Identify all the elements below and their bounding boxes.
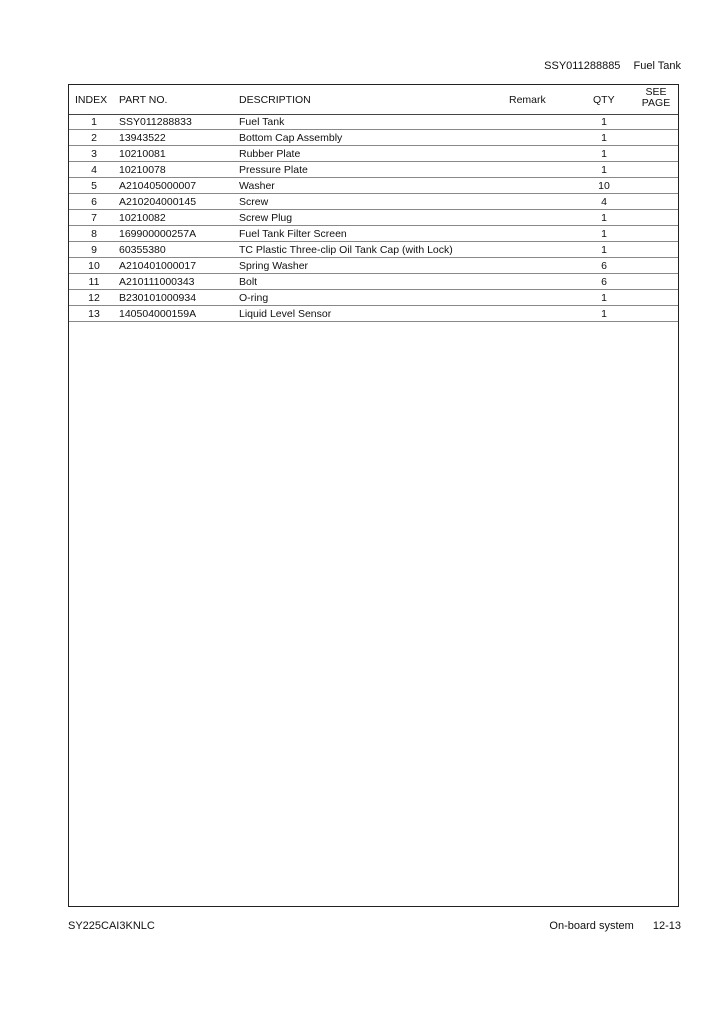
table-row <box>69 226 678 242</box>
table-row <box>69 162 678 178</box>
row-description: Spring Washer <box>239 260 309 272</box>
row-description: Washer <box>239 180 275 192</box>
row-qty: 6 <box>601 276 607 288</box>
row-qty: 1 <box>601 228 607 240</box>
footer-page-number: 12-13 <box>652 920 681 932</box>
row-qty: 1 <box>601 308 607 320</box>
parts-table-frame <box>68 84 679 907</box>
row-part-no: 13943522 <box>119 132 166 144</box>
row-index: 8 <box>91 228 97 240</box>
row-part-no: A210405000007 <box>119 180 197 192</box>
row-index: 4 <box>91 164 97 176</box>
row-description: Pressure Plate <box>239 164 308 176</box>
row-index: 11 <box>88 276 100 288</box>
row-part-no: 60355380 <box>119 244 166 256</box>
row-qty: 1 <box>601 116 607 128</box>
table-row <box>69 306 678 322</box>
row-part-no: A210111000343 <box>119 276 195 288</box>
row-qty: 1 <box>601 212 607 224</box>
col-description-header: DESCRIPTION <box>239 94 311 106</box>
row-part-no: 10210078 <box>119 164 166 176</box>
table-row <box>69 274 678 290</box>
table-row <box>69 178 678 194</box>
table-row <box>69 210 678 226</box>
row-part-no: SSY011288833 <box>119 116 192 128</box>
doc-title: Fuel Tank <box>633 60 681 72</box>
col-see-page-header <box>631 87 681 109</box>
row-index: 6 <box>91 196 97 208</box>
row-qty: 4 <box>601 196 607 208</box>
footer-section: On-board system <box>549 920 634 932</box>
row-part-no: 169900000257A <box>119 228 197 240</box>
doc-number: SSY011288885 <box>544 60 621 72</box>
see-page-line2: PAGE <box>641 97 671 109</box>
row-description: Screw Plug <box>239 212 293 224</box>
table-row <box>69 194 678 210</box>
row-index: 13 <box>88 308 100 320</box>
row-qty: 10 <box>598 180 610 192</box>
row-index: 7 <box>91 212 97 224</box>
row-index: 12 <box>88 292 100 304</box>
see-page-line1: SEE <box>645 86 667 98</box>
row-part-no: 10210081 <box>119 148 166 160</box>
row-qty: 1 <box>601 244 607 256</box>
col-remark-header: Remark <box>509 94 546 106</box>
row-index: 1 <box>91 116 97 128</box>
row-description: Liquid Level Sensor <box>239 308 332 320</box>
row-description: O-ring <box>239 292 269 304</box>
row-description: Bottom Cap Assembly <box>239 132 343 144</box>
row-description: Bolt <box>239 276 258 288</box>
row-part-no: A210204000145 <box>119 196 197 208</box>
row-index: 2 <box>91 132 97 144</box>
col-qty-header: QTY <box>593 94 615 106</box>
col-part-no-header: PART NO. <box>119 94 168 106</box>
row-description: Screw <box>239 196 269 208</box>
table-body <box>69 114 678 322</box>
row-qty: 1 <box>601 164 607 176</box>
table-row <box>69 290 678 306</box>
row-qty: 1 <box>601 132 607 144</box>
row-qty: 1 <box>601 148 607 160</box>
row-description: Rubber Plate <box>239 148 301 160</box>
table-row <box>69 242 678 258</box>
row-part-no: 140504000159A <box>119 308 197 320</box>
row-description: Fuel Tank <box>239 116 285 128</box>
page-footer <box>549 920 681 932</box>
row-part-no: A210401000017 <box>119 260 197 272</box>
table-row <box>69 130 678 146</box>
col-index-header: INDEX <box>75 94 108 106</box>
row-part-no: B230101000934 <box>119 292 197 304</box>
table-row <box>69 146 678 162</box>
footer-model: SY225CAI3KNLC <box>68 920 155 932</box>
row-part-no: 10210082 <box>119 212 166 224</box>
table-row <box>69 258 678 274</box>
row-qty: 6 <box>601 260 607 272</box>
row-index: 3 <box>91 148 97 160</box>
row-index: 5 <box>91 180 97 192</box>
row-qty: 1 <box>601 292 607 304</box>
page-header <box>544 60 681 72</box>
row-description: Fuel Tank Filter Screen <box>239 228 347 240</box>
row-description: TC Plastic Three-clip Oil Tank Cap (with Lock) <box>239 244 453 256</box>
row-index: 9 <box>91 244 97 256</box>
row-index: 10 <box>88 260 100 272</box>
table-row <box>69 114 678 130</box>
table-header <box>69 85 678 115</box>
